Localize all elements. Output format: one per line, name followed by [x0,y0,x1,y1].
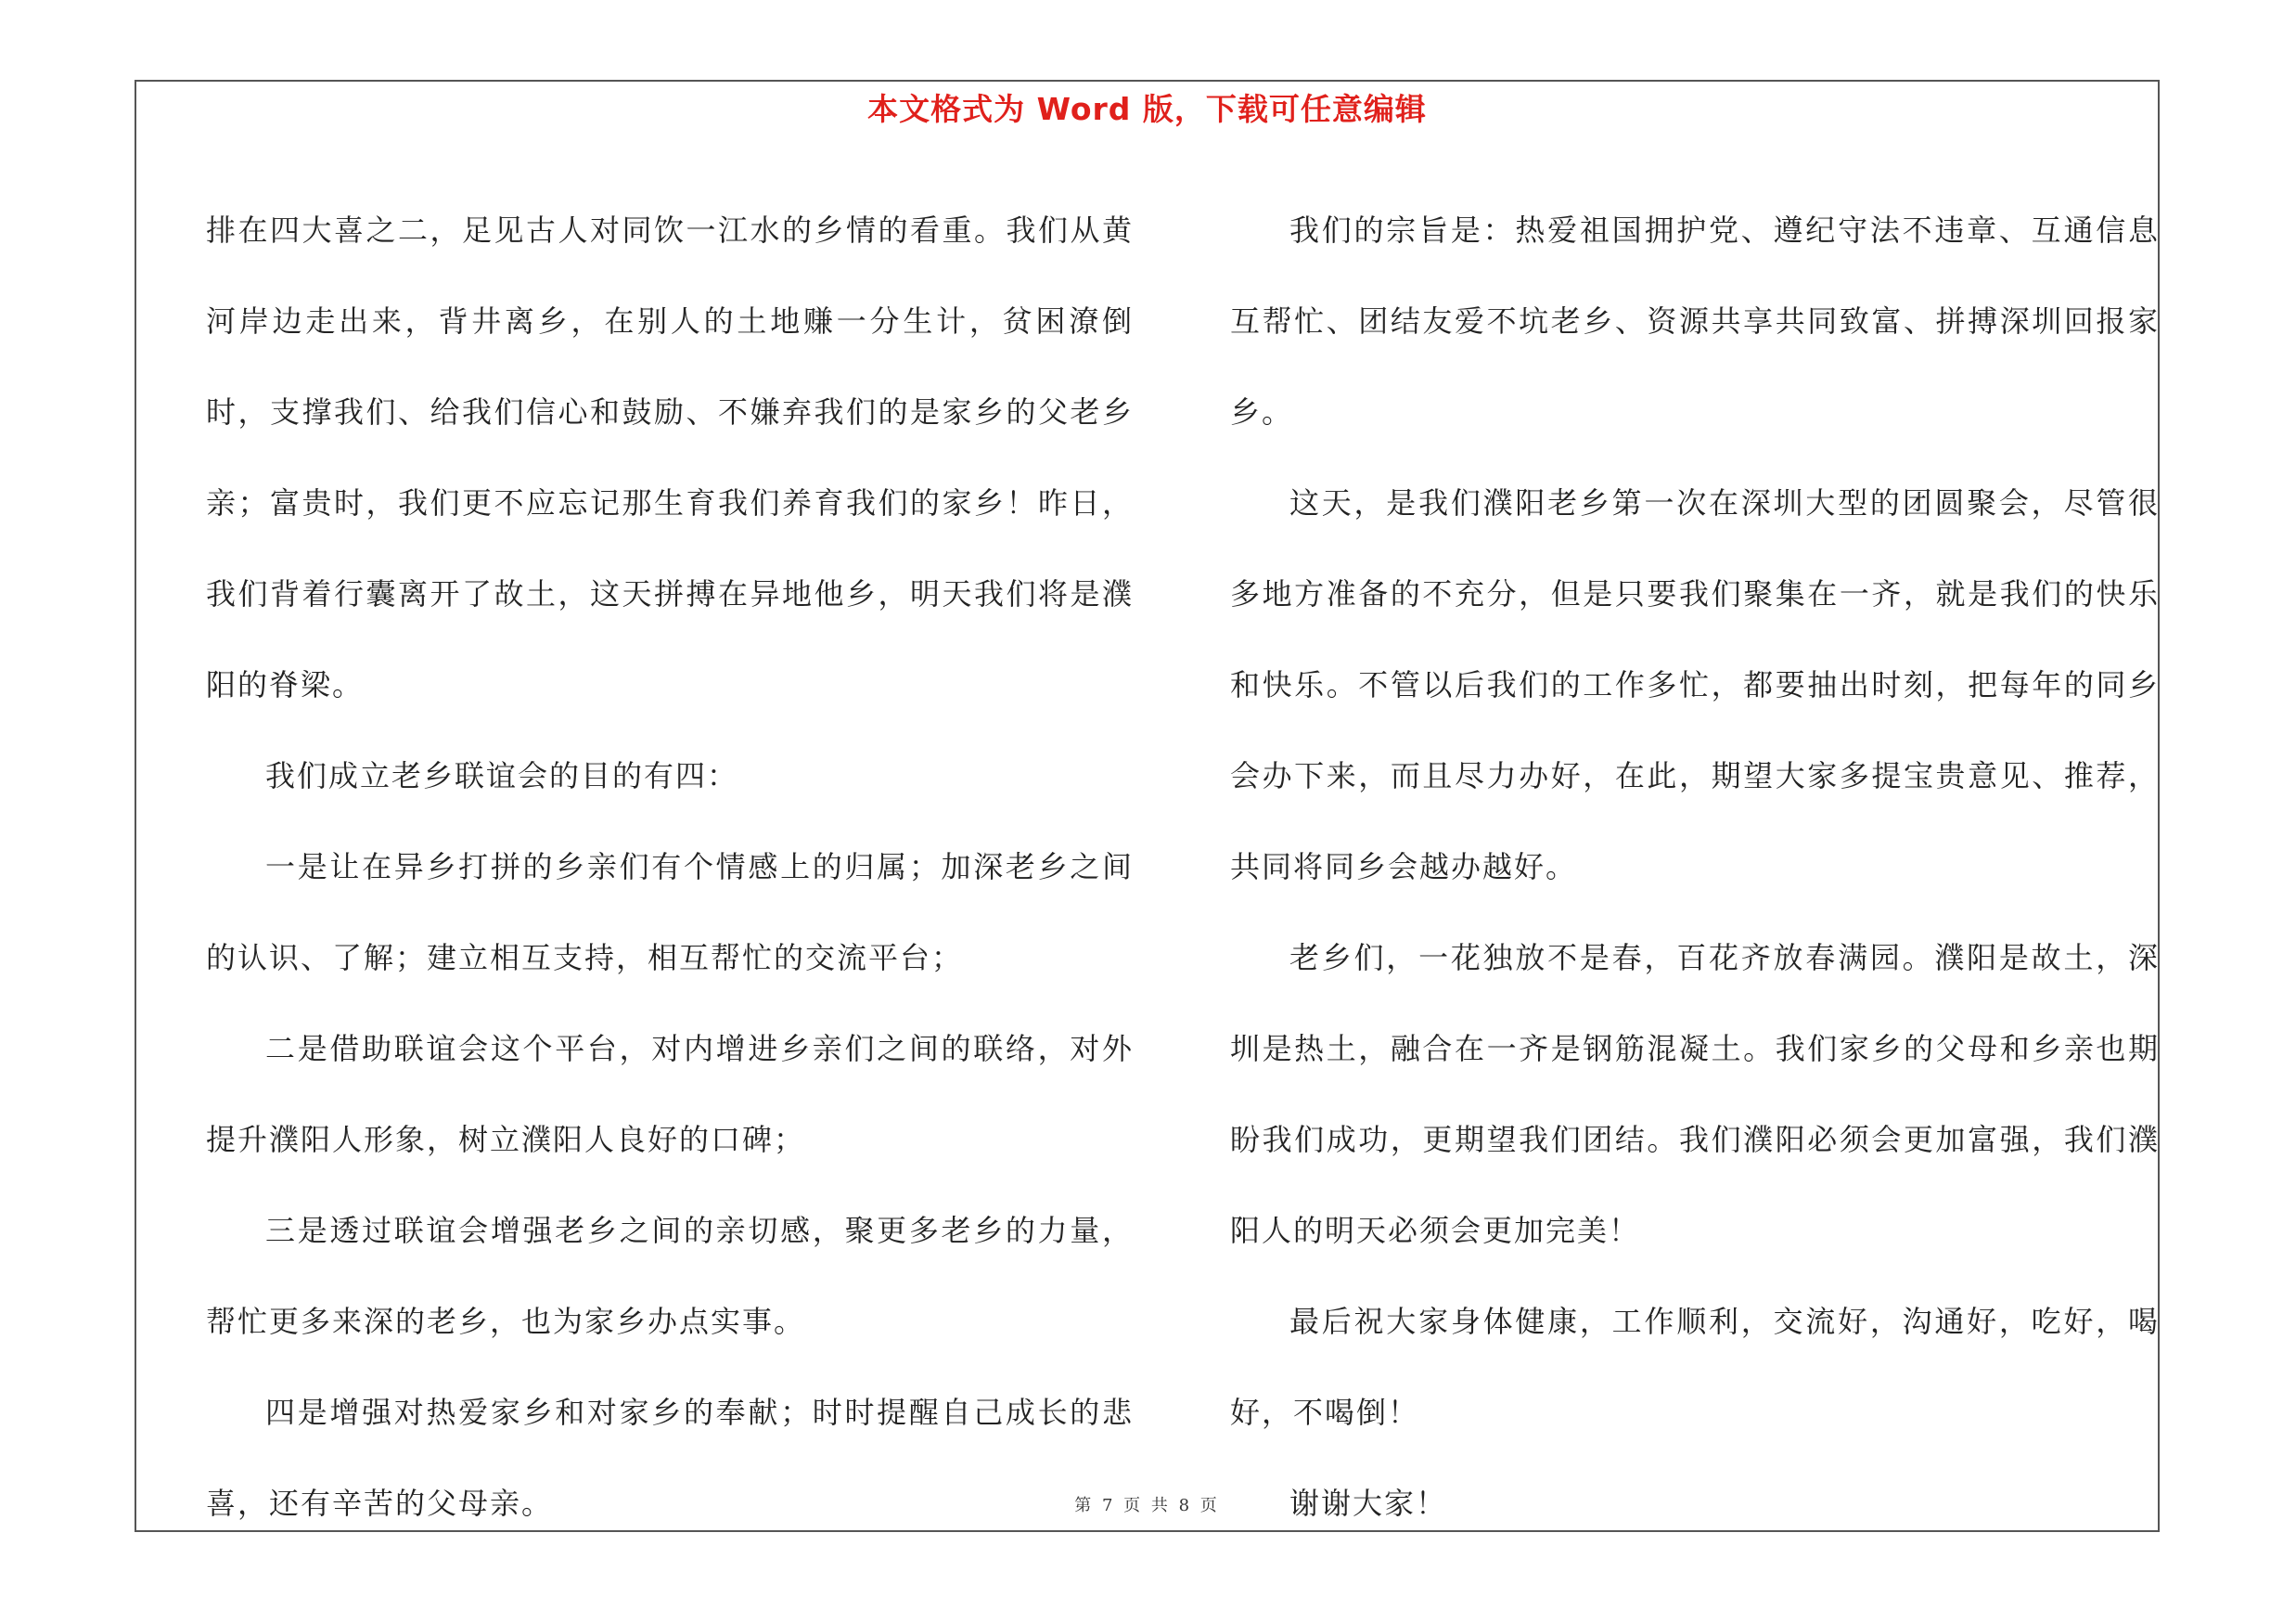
paragraph-left-2: 我们成立老乡联谊会的目的有四： [265,758,739,793]
paragraph-left-1: 排在四大喜之二，足见古人对同饮一江水的乡情的看重。我们从黄河岸边走出来，背井离乡，在别人的土地赚一分生计，贫困潦倒时，支撑我们、给我们信心和鼓励、不嫌弃我们的是家乡的父老乡亲；富贵时，我们更不应忘记那生育我们养育我们的家乡！昨日，我们背着行囊离开了故土，这天拼搏在异地他乡，明天我们将是濮阳的脊梁。 [206,213,1134,702]
paragraph-right-2: 这天，是我们濮阳老乡第一次在深圳大型的团圆聚会，尽管很多地方准备的不充分，但是只要我们聚集在一齐，就是我们的快乐和快乐。不管以后我们的工作多忙，都要抽出时刻，把每年的同乡会办下来，而且尽力办好，在此，期望大家多提宝贵意见、推荐，共同将同乡会越办越好。 [1230,485,2160,884]
paragraph-right-5: 谢谢大家！ [1289,1486,1448,1521]
paragraph-left-5: 三是透过联谊会增强老乡之间的亲切感，聚更多老乡的力量，帮忙更多来深的老乡，也为家乡办点实事。 [206,1213,1134,1339]
page-number-footer: 第 7 页 共 8 页 [1074,1496,1220,1515]
right-text-column [1230,185,2160,1549]
paragraph-left-4: 二是借助联谊会这个平台，对内增进乡亲们之间的联络，对外提升濮阳人形象，树立濮阳人良好的口碑； [206,1031,1134,1157]
paragraph-left-3: 一是让在异乡打拼的乡亲们有个情感上的归属；加深老乡之间的认识、了解；建立相互支持，相互帮忙的交流平台； [206,849,1134,975]
left-text-column [206,185,1134,1549]
paragraph-right-1: 我们的宗旨是：热爱祖国拥护党、遵纪守法不违章、互通信息互帮忙、团结友爱不坑老乡、资源共享共同致富、拼搏深圳回报家乡。 [1230,213,2160,430]
paragraph-right-4: 最后祝大家身体健康，工作顺利，交流好，沟通好，吃好，喝好，不喝倒！ [1230,1304,2160,1430]
format-notice-banner: 本文格式为 Word 版，下载可任意编辑 [867,91,1427,127]
paragraph-left-6: 四是增强对热爱家乡和对家乡的奉献；时时提醒自己成长的悲喜，还有辛苦的父母亲。 [206,1395,1134,1521]
paragraph-right-3: 老乡们，一花独放不是春，百花齐放春满园。濮阳是故土，深圳是热土，融合在一齐是钢筋混凝土。我们家乡的父母和乡亲也期盼我们成功，更期望我们团结。我们濮阳必须会更加富强，我们濮阳人的明天必须会更加完美！ [1230,940,2160,1248]
